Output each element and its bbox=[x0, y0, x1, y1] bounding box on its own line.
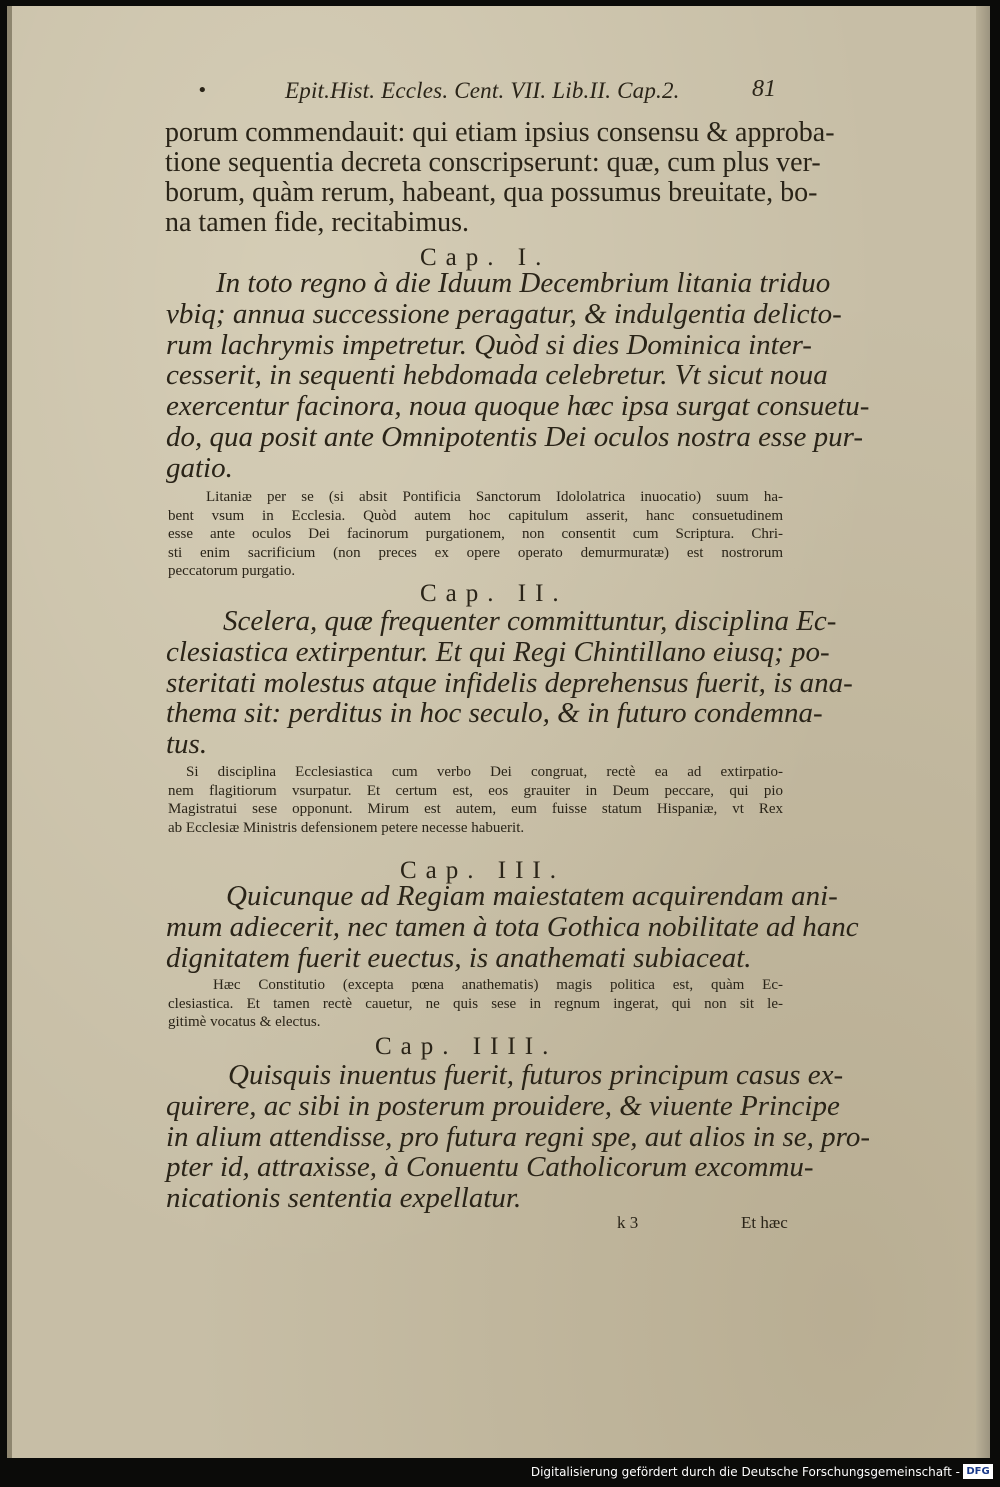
text-line: borum, quàm rerum, habeant, qua possumus breuitate, bo- bbox=[165, 177, 818, 208]
text-line: ab Ecclesiæ Ministris defensionem petere necesse habuerit. bbox=[168, 819, 525, 836]
intro-paragraph bbox=[165, 117, 835, 238]
text-line: quirere, ac sibi in posterum prouidere, & viuente Principe bbox=[166, 1089, 840, 1122]
page-right-edge bbox=[976, 6, 990, 1458]
catchword: Et hæc bbox=[741, 1213, 788, 1232]
text-line: na tamen fide, recitabimus. bbox=[165, 207, 469, 238]
text-line: vbiq; annua successione peragatur, & indulgentia delicto- bbox=[166, 297, 842, 330]
text-line: clesiastica. Et tamen rectè cauetur, ne quis sese in regnum ingerat, qui non sit le- bbox=[168, 995, 783, 1012]
commentary-note bbox=[168, 488, 783, 581]
text-line: exercentur facinora, noua quoque hæc ipsa surgat consuetu- bbox=[166, 390, 870, 423]
text-line: thema sit: perditus in hoc seculo, & in futuro condemna- bbox=[166, 697, 823, 730]
text-line: nicationis sententia expellatur. bbox=[166, 1182, 522, 1215]
signature-mark: k 3 bbox=[617, 1213, 639, 1232]
text-line: tione sequentia decreta conscripserunt: quæ, cum plus ver- bbox=[165, 147, 821, 178]
text-line: bent vsum in Ecclesia. Quòd autem hoc capitulum asserit, hanc consuetudinem bbox=[168, 507, 783, 524]
text-line: Si disciplina Ecclesiastica cum verbo Dei congruat, rectè ea ad extirpatio- bbox=[186, 764, 783, 780]
chapter-heading: Cap. III. bbox=[400, 857, 565, 884]
text-line: Magistratui sese opponunt. Mirum est autem, eum fuisse statum Hispaniæ, vt Rex bbox=[168, 801, 783, 818]
text-line: do, qua posit ante Omnipotentis Dei oculos nostra esse pur- bbox=[166, 420, 863, 453]
decree-text bbox=[166, 605, 853, 761]
commentary-note bbox=[168, 976, 783, 1032]
decree-text bbox=[166, 880, 859, 974]
text-line: porum commendauit: qui etiam ipsius consensu & approba- bbox=[165, 117, 835, 148]
text-line: esse ante oculos Dei facinorum purgationem, non consentit cum Scriptura. Chri- bbox=[168, 526, 783, 543]
page-number: 81 bbox=[752, 76, 776, 102]
ink-mark: • bbox=[197, 80, 208, 101]
chapter-heading: Cap. I. bbox=[420, 244, 551, 271]
text-line: gatio. bbox=[166, 451, 233, 484]
decree-text bbox=[166, 1059, 871, 1215]
text-line: clesiastica extirpentur. Et qui Regi Chintillano eiusq; po- bbox=[166, 635, 830, 668]
chapter-heading: Cap. II. bbox=[420, 580, 568, 607]
dfg-logo: DFG bbox=[963, 1464, 993, 1479]
text-line: pter id, attraxisse, à Conuentu Catholicorum excommu- bbox=[166, 1151, 814, 1184]
text-line: tus. bbox=[166, 728, 208, 761]
page-left-edge bbox=[7, 6, 12, 1458]
text-line: cesserit, in sequenti hebdomada celebretur. Vt sicut noua bbox=[166, 359, 828, 392]
text-line: mum adiecerit, nec tamen à tota Gothica nobilitate ad hanc bbox=[166, 910, 859, 943]
text-line: Quisquis inuentus fuerit, futuros principum casus ex- bbox=[228, 1059, 844, 1091]
text-line: sti enim sacrificium (non preces ex opere operato demurmuratæ) est nostrorum bbox=[168, 544, 783, 561]
text-line: Scelera, quæ frequenter committuntur, disciplina Ec- bbox=[223, 605, 837, 637]
running-title: Epit.Hist. Eccles. Cent. VII. Lib.II. Cap.2. bbox=[285, 78, 680, 103]
text-line: gitimè vocatus & electus. bbox=[168, 1014, 321, 1031]
text-line: In toto regno à die Iduum Decembrium litania triduo bbox=[216, 267, 831, 299]
text-line: steritati molestus atque infidelis deprehensus fuerit, is ana- bbox=[166, 666, 853, 699]
text-line: dignitatem fuerit euectus, is anathemati subiaceat. bbox=[166, 941, 752, 974]
digitization-credit: Digitalisierung gefördert durch die Deutsche Forschungsgemeinschaft - bbox=[530, 1465, 960, 1479]
commentary-note bbox=[168, 763, 783, 837]
text-line: nem flagitiorum vsurpatur. Et certum est, eos grauiter in Deum peccare, qui pio bbox=[168, 782, 783, 799]
chapter-heading: Cap. IIII. bbox=[375, 1033, 558, 1060]
text-line: peccatorum purgatio. bbox=[168, 563, 296, 580]
text-line: rum lachrymis impetretur. Quòd si dies Dominica inter- bbox=[166, 328, 812, 361]
text-line: Litaniæ per se (si absit Pontificia Sanctorum Idololatrica inuocatio) suum ha- bbox=[206, 489, 783, 505]
text-line: Quicunque ad Regiam maiestatem acquirendam ani- bbox=[226, 880, 838, 912]
decree-text bbox=[166, 267, 870, 484]
text-line: Hæc Constitutio (excepta pœna anathematis) magis politica est, quàm Ec- bbox=[213, 977, 783, 993]
text-line: in alium attendisse, pro futura regni spe, aut alios in se, pro- bbox=[166, 1120, 871, 1153]
